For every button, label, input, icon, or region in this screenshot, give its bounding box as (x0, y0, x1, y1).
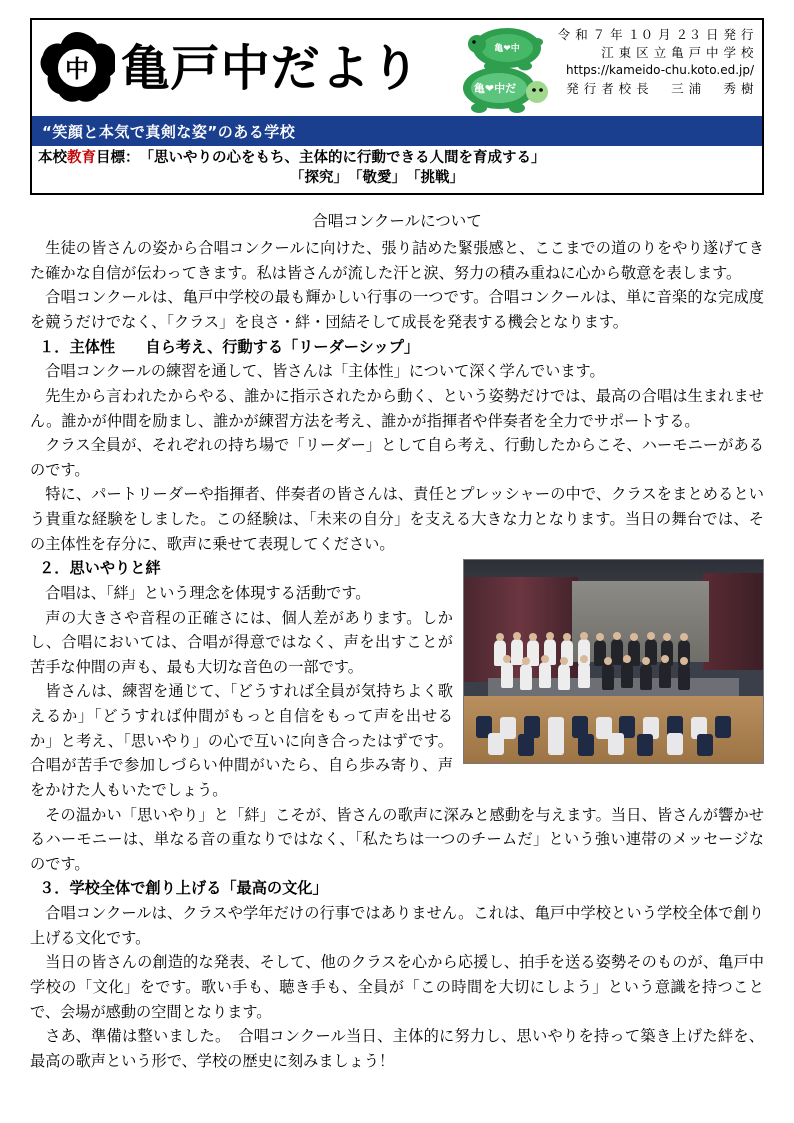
section-heading: １．主体性 自ら考え、行動する「リーダーシップ」 (39, 337, 420, 356)
paragraph: 合唱は、「絆」という理念を体現する活動です。 (45, 583, 371, 602)
issue-info (551, 20, 762, 116)
svg-text:亀❤中: 亀❤中 (493, 44, 520, 54)
education-goal-line-1 (38, 149, 756, 169)
paragraph: クラス全員が、それぞれの持ち場で「リーダー」として自ら考え、行動したからこそ、ハーモニーがあるのです。 (30, 436, 764, 479)
masthead-title-block (117, 20, 421, 116)
svg-text:中: 中 (65, 55, 90, 83)
goal-text-1: 「思いやりの心をもち、主体的に行動できる人間を育成する」 (139, 150, 546, 166)
paragraph: 特に、パートリーダーや指揮者、伴奏者の皆さんは、責任とプレッシャーの中で、クラスをまとめるという貴重な経験をしました。この経験は、「未来の自分」を支える大きな力となります。当日の舞台では、その主体性を存分に、歌声に乗せて表現してください。 (30, 485, 764, 553)
paragraph: 合唱コンクールは、亀戸中学校の最も輝かしい行事の一つです。合唱コンクールは、単に音楽的な完成度を競うだけでなく、「クラス」を良さ・絆・団結そして成長を発表する機会となります。 (30, 288, 764, 332)
school-crest (32, 20, 117, 116)
goal-label-accent: 教育 (67, 150, 96, 166)
mascot-turtle-illustration (421, 20, 551, 116)
issue-publisher: 発 行 者 校 長 三 浦 秀 樹 (566, 80, 754, 96)
paragraph: 声の大きさや音程の正確さには、個人差があります。しかし、合唱においては、合唱が得意ではなく、声を出すことが苦手な仲間の声も、最も大切な音色の一部です。 (30, 608, 453, 676)
audience-seats (464, 707, 763, 760)
issue-date: 令 和 ７ 年 １０ 月 ２３ 日 発 行 (557, 27, 754, 42)
paragraph: 先生から言われたからやる、誰かに指示されたから動く、という姿勢だけでは、最高の合唱は生まれません。誰かが仲間を励まし、誰かが練習方法を考え、誰かが指揮者や伴奏者を全力でサポートする。 (30, 386, 764, 430)
paragraph: さあ、準備は整いました。 合唱コンクール当日、主体的に努力し、思いやりを持って築き上げた絆を、最高の歌声という形で、学校の歴史に刻みましょう！ (30, 1027, 764, 1070)
paragraph: 当日の皆さんの創造的な発表、そして、他のクラスを心から応援し、拍手を送る姿勢そのものが、亀戸中学校の「文化」をです。歌い手も、聴き手も、全員が「この時間を大切にしよう」という意識を持つことで、会場が感動の空間となります。 (30, 953, 764, 1021)
slogan-bar (32, 116, 762, 146)
crest-icon (39, 30, 115, 106)
paragraph: 合唱コンクールの練習を通して、皆さんは「主体性」について深く学んでいます。 (45, 362, 605, 381)
chorus-students (494, 633, 733, 702)
turtle-icon (429, 22, 579, 116)
paragraph: 生徒の皆さんの姿から合唱コンクールに向けた、張り詰めた緊張感と、ここまでの道のりをやり遂げてきた確かな自信が伝わってきます。私は皆さんが流した汗と涙、努力の積み重ねに心から敬意を表します。 (30, 239, 764, 282)
masthead (30, 18, 764, 195)
education-goal-line-2: 「探究」 「敬愛」 「挑戦」 (290, 169, 464, 186)
paragraph: 合唱コンクールは、クラスや学年だけの行事ではありません。これは、亀戸中学校という学校全体で創り上げる文化です。 (30, 904, 764, 947)
masthead-top-row (32, 20, 762, 116)
article-title: 合唱コンクールについて (312, 212, 482, 231)
paragraph: その温かい「思いやり」と「絆」こそが、皆さんの歌声に深みと感動を与えます。当日、皆さんが響かせるハーモニーは、単なる音の重なりではなく、「私たちは一つのチームだ」という強い連帯のメッセージなのです。 (30, 805, 764, 873)
education-goal-block (32, 146, 762, 193)
section-heading: ２．思いやりと絆 (39, 559, 161, 578)
newsletter-title: 亀戸中だより (120, 39, 421, 97)
slogan-text: “笑顔と本気で真剣な姿”のある学校 (42, 122, 296, 141)
section-heading: ３．学校全体で創り上げる「最高の文化」 (39, 879, 328, 898)
article-body (30, 209, 764, 1073)
goal-label: 本校教育目標： (38, 150, 140, 166)
issue-url[interactable]: https://kameido-chu.koto.ed.jp/ (566, 63, 754, 78)
chorus-photo (463, 559, 764, 764)
svg-text:亀❤中だ: 亀❤中だ (473, 82, 516, 95)
paragraph: 皆さんは、練習を通じて、「どうすれば全員が気持ちよく歌えるか」「どうすれば仲間がもっと自信をもって声を出せるか」と考え、「思いやり」の心で互いに向き合ったはずです。合唱が苦手で参加しづらい仲間がいたら、自ら歩み寄り、声をかけた人もいたでしょう。 (30, 682, 453, 799)
issue-school: 江 東 区 立 亀 戸 中 学 校 (601, 45, 754, 61)
